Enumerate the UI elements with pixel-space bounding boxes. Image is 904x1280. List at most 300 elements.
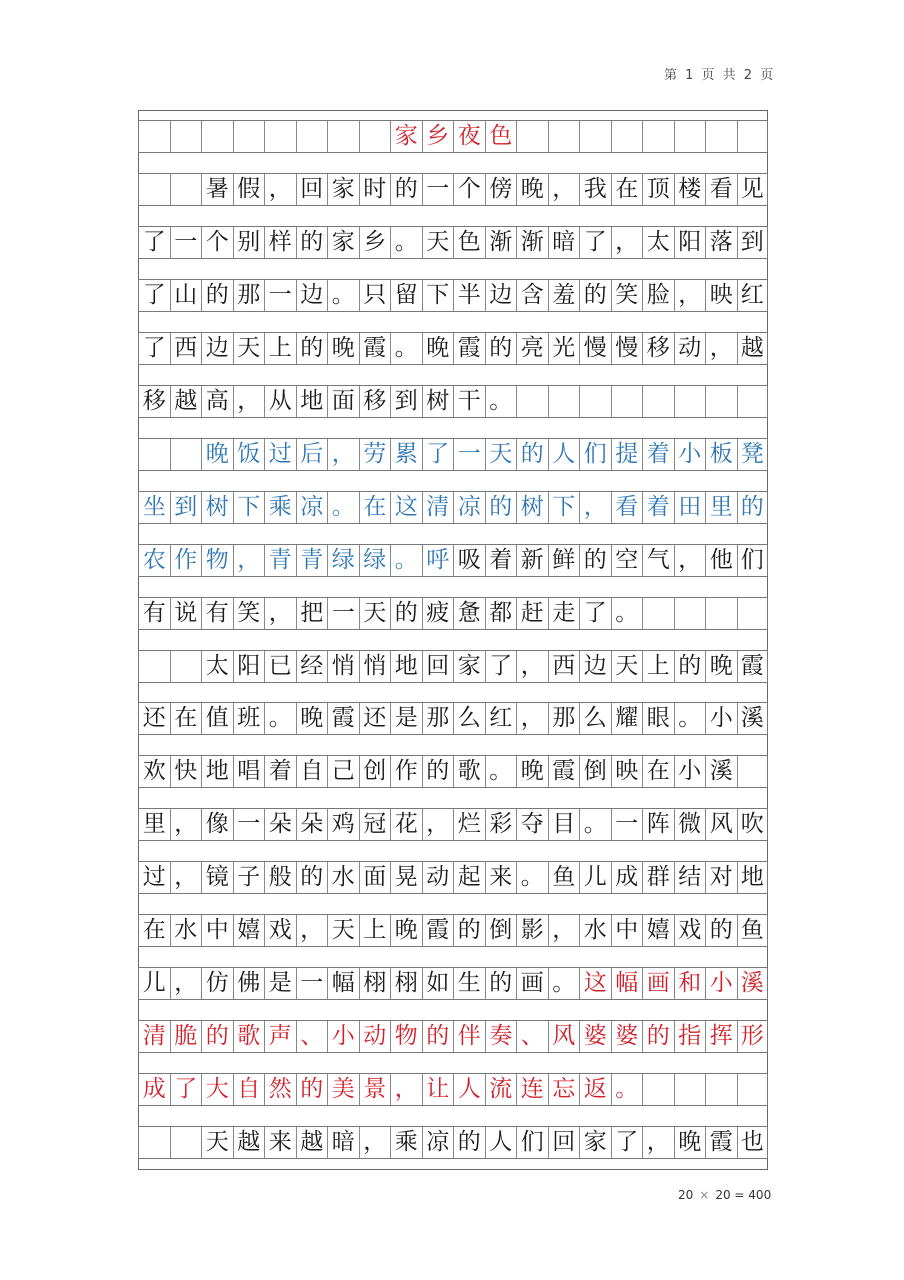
grid-cell: 倒 (579, 756, 611, 787)
grid-cell: 己 (327, 756, 359, 787)
grid-cell-empty (705, 386, 737, 417)
grid-cell: 婆 (611, 1021, 643, 1052)
grid-cell: 夜 (453, 121, 485, 152)
grid-cell: 这 (579, 968, 611, 999)
grid-cell: 悄 (327, 651, 359, 682)
grid-cell-empty (264, 121, 296, 152)
grid-cell-empty (642, 1074, 674, 1105)
grid-cell: 小 (327, 1021, 359, 1052)
grid-cell: 留 (390, 280, 422, 311)
grid-cell: 歌 (453, 756, 485, 787)
grid-cell: 渐 (516, 227, 548, 258)
grid-cell: 着 (264, 756, 296, 787)
grid-cell: 农 (138, 545, 170, 576)
grid-cell: 走 (548, 598, 580, 629)
grid-cell: ， (233, 386, 265, 417)
grid-cell: 晃 (390, 862, 422, 893)
grid-cell: 已 (264, 651, 296, 682)
grid-cell-empty (170, 174, 202, 205)
text-row (138, 226, 768, 259)
grid-cell: 树 (516, 492, 548, 523)
page-indicator: 第 1 页 共 2 页 (664, 68, 776, 83)
grid-cell: 霞 (359, 333, 391, 364)
grid-cell: 镜 (201, 862, 233, 893)
grid-cell: 在 (170, 703, 202, 734)
grid-cell: ， (170, 809, 202, 840)
grid-cell: 的 (579, 280, 611, 311)
grid-cell: 只 (359, 280, 391, 311)
grid-cell: 快 (170, 756, 202, 787)
grid-cell: 嬉 (233, 915, 265, 946)
grid-cell: 西 (170, 333, 202, 364)
grid-cell: ， (674, 545, 706, 576)
grid-cell: 吹 (737, 809, 769, 840)
grid-cell-empty (737, 121, 769, 152)
grid-cell: 清 (138, 1021, 170, 1052)
grid-cell: 影 (516, 915, 548, 946)
grid-cell: 边 (485, 280, 517, 311)
grid-cell: 着 (642, 439, 674, 470)
grid-cell: 晚 (296, 703, 328, 734)
grid-cell: 么 (579, 703, 611, 734)
grid-cell: ， (359, 1127, 391, 1158)
grid-cell: 彩 (485, 809, 517, 840)
grid-cell: 慢 (579, 333, 611, 364)
grid-cell: 边 (296, 280, 328, 311)
grid-cell: 欢 (138, 756, 170, 787)
grid-cell: 一 (611, 809, 643, 840)
grid-cell: 暗 (548, 227, 580, 258)
grid-cell: 天 (233, 333, 265, 364)
grid-cell: 连 (516, 1074, 548, 1105)
grid-cell-empty (138, 174, 170, 205)
grid-cell: 红 (485, 703, 517, 734)
grid-cell-empty (705, 121, 737, 152)
grid-cell: 乘 (264, 492, 296, 523)
grid-cell: 嬉 (642, 915, 674, 946)
grid-cell: 大 (201, 1074, 233, 1105)
grid-cell: ， (264, 598, 296, 629)
grid-cell: 溪 (705, 756, 737, 787)
grid-cell: 的 (422, 1021, 454, 1052)
grid-cell-empty (674, 598, 706, 629)
grid-cell: 提 (611, 439, 643, 470)
grid-cell: 这 (390, 492, 422, 523)
grid-cell: 溪 (737, 968, 769, 999)
grid-cell-empty (579, 386, 611, 417)
grid-cell: 鸡 (327, 809, 359, 840)
grid-cell: 微 (674, 809, 706, 840)
grid-cell: 风 (705, 809, 737, 840)
grid-cell: 物 (390, 1021, 422, 1052)
grid-cell: 的 (453, 915, 485, 946)
grid-cell: 太 (201, 651, 233, 682)
text-row (138, 491, 768, 524)
grid-cell: 空 (611, 545, 643, 576)
grid-cell: 越 (296, 1127, 328, 1158)
grid-cell: 慢 (611, 333, 643, 364)
grid-cell: 地 (201, 756, 233, 787)
grid-cell: 的 (453, 1127, 485, 1158)
grid-cell: ， (516, 703, 548, 734)
grid-cell: 在 (138, 915, 170, 946)
grid-cell: 下 (548, 492, 580, 523)
grid-cell: 天 (485, 439, 517, 470)
grid-cell: 自 (233, 1074, 265, 1105)
grid-cell: 了 (579, 598, 611, 629)
grid-cell: 指 (674, 1021, 706, 1052)
grid-cell: 坐 (138, 492, 170, 523)
grid-cell: 下 (422, 280, 454, 311)
grid-cell: ， (264, 174, 296, 205)
grid-cell: 。 (390, 545, 422, 576)
grid-cell: 的 (201, 280, 233, 311)
grid-cell: 渐 (485, 227, 517, 258)
grid-cell: 霞 (422, 915, 454, 946)
grid-cell: 一 (170, 227, 202, 258)
grid-cell: ， (296, 915, 328, 946)
grid-cell: 鱼 (548, 862, 580, 893)
grid-cell: 水 (579, 915, 611, 946)
grid-cell: 幅 (327, 968, 359, 999)
grid-cell: 到 (737, 227, 769, 258)
grid-cell: 那 (548, 703, 580, 734)
grid-cell: 山 (170, 280, 202, 311)
grid-cell: 阳 (674, 227, 706, 258)
grid-cell-empty (674, 1074, 706, 1105)
grid-cell: 回 (296, 174, 328, 205)
grid-cell-empty (737, 756, 769, 787)
grid-cell-empty (642, 121, 674, 152)
grid-cell-empty (359, 121, 391, 152)
grid-cell-empty (674, 121, 706, 152)
grid-cell: 溪 (737, 703, 769, 734)
grid-cell: 了 (138, 333, 170, 364)
text-row (138, 438, 768, 471)
grid-cell: 生 (453, 968, 485, 999)
grid-cell: ， (548, 174, 580, 205)
grid-cell: 在 (359, 492, 391, 523)
grid-cell: 红 (737, 280, 769, 311)
grid-cell: 回 (422, 651, 454, 682)
grid-cell: 光 (548, 333, 580, 364)
grid-cell: 上 (642, 651, 674, 682)
grid-cell: 风 (548, 1021, 580, 1052)
grid-cell: 经 (296, 651, 328, 682)
grid-cell: 晚 (201, 439, 233, 470)
grid-cell: 群 (642, 862, 674, 893)
grid-cell: 也 (737, 1127, 769, 1158)
grid-cell: 的 (422, 756, 454, 787)
times-sign: × (699, 1188, 710, 1202)
grid-cell: 田 (674, 492, 706, 523)
grid-cell: 动 (422, 862, 454, 893)
grid-cell: 。 (548, 968, 580, 999)
grid-cell: 花 (390, 809, 422, 840)
grid-cell-empty (611, 386, 643, 417)
text-row (138, 173, 768, 206)
grid-cell-empty (201, 121, 233, 152)
grid-cell: 作 (390, 756, 422, 787)
grid-cell-empty (170, 651, 202, 682)
grid-cell: 倒 (485, 915, 517, 946)
grid-cell-empty (642, 598, 674, 629)
grid-cell: 有 (138, 598, 170, 629)
text-row (138, 967, 768, 1000)
grid-cell: 挥 (705, 1021, 737, 1052)
grid-cell: 作 (170, 545, 202, 576)
grid-cell: 干 (453, 386, 485, 417)
grid-cell: 的 (485, 492, 517, 523)
text-row (138, 650, 768, 683)
grid-cell: 来 (264, 1127, 296, 1158)
grid-cell: 看 (611, 492, 643, 523)
grid-cell: 着 (642, 492, 674, 523)
grid-cell: 见 (737, 174, 769, 205)
grid-cell: 来 (485, 862, 517, 893)
grid-cell: 楼 (674, 174, 706, 205)
text-row (138, 385, 768, 418)
grid-cell: 般 (264, 862, 296, 893)
text-row (138, 597, 768, 630)
grid-cell-empty (516, 386, 548, 417)
grid-cell: 西 (548, 651, 580, 682)
grid-cell: 画 (516, 968, 548, 999)
grid-cell: 么 (453, 703, 485, 734)
grid-cell: 还 (359, 703, 391, 734)
grid-cell-empty (579, 121, 611, 152)
grid-cell: 下 (233, 492, 265, 523)
grid-cell-empty (548, 121, 580, 152)
grid-cell: 晚 (422, 333, 454, 364)
grid-size-footer (678, 1188, 771, 1202)
grid-cell: 羞 (548, 280, 580, 311)
grid-cell: 霞 (453, 333, 485, 364)
grid-cell: 映 (705, 280, 737, 311)
grid-cell-empty (642, 386, 674, 417)
grid-cell: 亮 (516, 333, 548, 364)
grid-cell: 疲 (422, 598, 454, 629)
grid-cell: 地 (737, 862, 769, 893)
grid-cell: 晚 (516, 756, 548, 787)
grid-cell: 绿 (359, 545, 391, 576)
grid-cell: 地 (296, 386, 328, 417)
grid-cell: 。 (485, 386, 517, 417)
grid-cell: 霞 (548, 756, 580, 787)
grid-cell: 自 (296, 756, 328, 787)
grid-cell: 从 (264, 386, 296, 417)
grid-cell: ， (170, 968, 202, 999)
grid-cell: 乘 (390, 1127, 422, 1158)
grid-cell: 忘 (548, 1074, 580, 1105)
grid-cell: 看 (705, 174, 737, 205)
grid-cell: 了 (422, 439, 454, 470)
grid-cell: 夺 (516, 809, 548, 840)
grid-cell: 起 (453, 862, 485, 893)
grid-cell: 栩 (359, 968, 391, 999)
grid-cell: 一 (327, 598, 359, 629)
grid-cell: 。 (611, 1074, 643, 1105)
grid-cell: 霞 (705, 1127, 737, 1158)
grid-cell: 成 (611, 862, 643, 893)
grid-cell-empty (138, 439, 170, 470)
grid-cell: 。 (327, 492, 359, 523)
grid-cell: 。 (327, 280, 359, 311)
grid-cell: 栩 (390, 968, 422, 999)
grid-cell: 高 (201, 386, 233, 417)
grid-cell: 然 (264, 1074, 296, 1105)
grid-cell-empty (737, 386, 769, 417)
grid-cell: 人 (548, 439, 580, 470)
grid-cell-empty (327, 121, 359, 152)
grid-cell: 傍 (485, 174, 517, 205)
grid-cell-empty (705, 598, 737, 629)
grid-cell: 天 (359, 598, 391, 629)
grid-cell: 霞 (327, 703, 359, 734)
grid-cell: 着 (485, 545, 517, 576)
grid-cell: 家 (579, 1127, 611, 1158)
grid-cell: 色 (485, 121, 517, 152)
grid-cell: 惫 (453, 598, 485, 629)
grid-cell-empty (170, 439, 202, 470)
grid-cell: 朵 (296, 809, 328, 840)
grid-cell: 耀 (611, 703, 643, 734)
grid-cell: 。 (579, 809, 611, 840)
grid-cell: 是 (264, 968, 296, 999)
grid-cell: 落 (705, 227, 737, 258)
grid-cell: 还 (138, 703, 170, 734)
grid-cell: 一 (422, 174, 454, 205)
grid-cell: 是 (390, 703, 422, 734)
grid-cell: 天 (611, 651, 643, 682)
grid-cell: 晚 (705, 651, 737, 682)
grid-cell-empty (611, 121, 643, 152)
grid-cell: 凉 (296, 492, 328, 523)
grid-cell: 一 (296, 968, 328, 999)
grid-total: 20 = 400 (715, 1188, 772, 1202)
grid-cell: 乡 (359, 227, 391, 258)
grid-cell: 面 (327, 386, 359, 417)
grid-cell: 的 (705, 915, 737, 946)
grid-cell: 时 (359, 174, 391, 205)
grid-cell: 在 (611, 174, 643, 205)
grid-cell: 假 (233, 174, 265, 205)
text-row (138, 1126, 768, 1159)
grid-cell: 越 (233, 1127, 265, 1158)
grid-cell: 色 (453, 227, 485, 258)
grid-cell: 顶 (642, 174, 674, 205)
grid-cell: 目 (548, 809, 580, 840)
grid-cell: 家 (327, 227, 359, 258)
grid-cell: 说 (170, 598, 202, 629)
grid-cell: 对 (705, 862, 737, 893)
grid-cell: 越 (737, 333, 769, 364)
grid-cell: 树 (201, 492, 233, 523)
grid-cell: 样 (264, 227, 296, 258)
grid-cell: 。 (674, 703, 706, 734)
grid-cell: 阳 (233, 651, 265, 682)
grid-cell-empty (233, 121, 265, 152)
grid-cell: 动 (359, 1021, 391, 1052)
grid-cell: 的 (296, 333, 328, 364)
grid-cell: 景 (359, 1074, 391, 1105)
grid-cell: 阵 (642, 809, 674, 840)
grid-cell: 们 (516, 1127, 548, 1158)
grid-cell: 子 (233, 862, 265, 893)
grid-cell: 移 (359, 386, 391, 417)
grid-cell-empty (674, 386, 706, 417)
grid-cell: 凉 (453, 492, 485, 523)
grid-cell: 鲜 (548, 545, 580, 576)
grid-cell: 那 (422, 703, 454, 734)
grid-cell-empty (138, 1127, 170, 1158)
grid-cell: 创 (359, 756, 391, 787)
grid-cell: 在 (642, 756, 674, 787)
grid-cell: 返 (579, 1074, 611, 1105)
grid-cell: 、 (516, 1021, 548, 1052)
grid-cell: 。 (264, 703, 296, 734)
text-row (138, 544, 768, 577)
grid-cell: 把 (296, 598, 328, 629)
grid-cell-empty (170, 121, 202, 152)
grid-cell: 了 (611, 1127, 643, 1158)
grid-cell: 鱼 (737, 915, 769, 946)
grid-columns: 20 (678, 1188, 694, 1202)
grid-cell: 佛 (233, 968, 265, 999)
grid-cell: 映 (611, 756, 643, 787)
grid-cell: 新 (516, 545, 548, 576)
grid-cell: 、 (296, 1021, 328, 1052)
grid-cell: 地 (390, 651, 422, 682)
grid-cell: 了 (138, 280, 170, 311)
text-row (138, 755, 768, 788)
grid-cell: 赶 (516, 598, 548, 629)
grid-cell: 的 (485, 333, 517, 364)
grid-cell: 晚 (516, 174, 548, 205)
grid-cell: 儿 (138, 968, 170, 999)
grid-cell: ， (170, 862, 202, 893)
grid-cell: 班 (233, 703, 265, 734)
grid-cell: 劳 (359, 439, 391, 470)
grid-cell: 后 (296, 439, 328, 470)
grid-cell: 乡 (422, 121, 454, 152)
grid-cell: 树 (422, 386, 454, 417)
grid-cell: 过 (264, 439, 296, 470)
grid-cell-empty (737, 1074, 769, 1105)
title-row (138, 120, 768, 153)
grid-cell: 水 (170, 915, 202, 946)
grid-cell: 和 (674, 968, 706, 999)
text-row (138, 861, 768, 894)
grid-cell: 过 (138, 862, 170, 893)
grid-cell: 画 (642, 968, 674, 999)
grid-cell: ， (642, 1127, 674, 1158)
grid-cell: 朵 (264, 809, 296, 840)
grid-cell: 的 (390, 174, 422, 205)
grid-cell: 移 (138, 386, 170, 417)
grid-cell: 他 (705, 545, 737, 576)
grid-cell: 霞 (737, 651, 769, 682)
grid-cell: 。 (485, 756, 517, 787)
grid-cell: 歌 (233, 1021, 265, 1052)
grid-cell: 了 (579, 227, 611, 258)
grid-cell: 们 (579, 439, 611, 470)
grid-cell: 边 (201, 333, 233, 364)
grid-cell: 暗 (327, 1127, 359, 1158)
grid-cell: 笑 (233, 598, 265, 629)
grid-cell: 到 (390, 386, 422, 417)
grid-cell: 伴 (453, 1021, 485, 1052)
